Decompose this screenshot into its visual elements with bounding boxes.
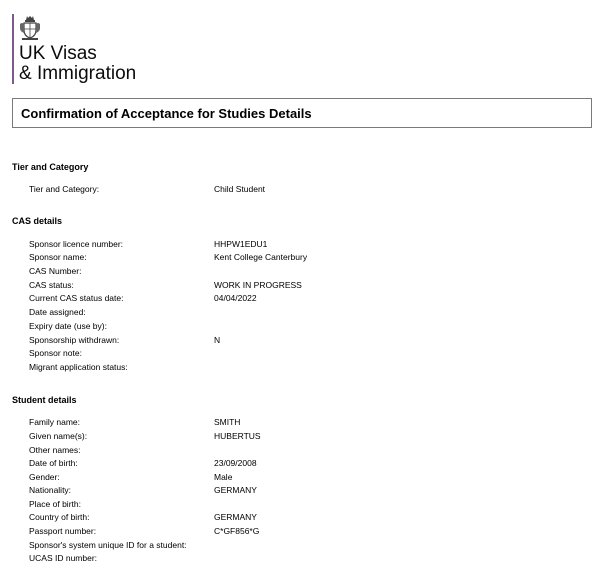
document-title: Confirmation of Acceptance for Studies Details xyxy=(21,106,312,121)
field-value: GERMANY xyxy=(214,512,257,522)
field-row xyxy=(0,458,597,471)
field-label: Other names: xyxy=(29,445,81,455)
field-value: Child Student xyxy=(214,184,266,194)
field-row xyxy=(0,526,597,539)
field-label: Gender: xyxy=(29,472,60,482)
field-value: 23/09/2008 xyxy=(214,458,257,468)
field-row xyxy=(0,485,597,498)
field-label: Date of birth: xyxy=(29,458,78,468)
royal-coat-of-arms-icon xyxy=(19,15,41,41)
field-label: Sponsor licence number: xyxy=(29,239,124,249)
field-value: WORK IN PROGRESS xyxy=(214,280,302,290)
field-label: Given name(s): xyxy=(29,431,88,441)
field-row xyxy=(0,335,597,348)
field-label: Tier and Category: xyxy=(29,184,100,194)
field-row xyxy=(0,417,597,430)
field-row xyxy=(0,184,597,197)
field-label: Family name: xyxy=(29,417,81,427)
field-row xyxy=(0,280,597,293)
field-row xyxy=(0,321,597,334)
field-row xyxy=(0,252,597,265)
field-value: Male xyxy=(214,472,233,482)
logo-text-line2: & Immigration xyxy=(19,63,137,84)
logo-text-line1: UK Visas xyxy=(19,43,97,64)
field-label: Expiry date (use by): xyxy=(29,321,107,331)
field-label: Sponsor's system unique ID for a student: xyxy=(29,540,187,550)
field-row xyxy=(0,307,597,320)
field-row xyxy=(0,445,597,458)
field-value: N xyxy=(214,335,221,345)
field-label: Sponsor note: xyxy=(29,348,82,358)
field-row xyxy=(0,540,597,553)
field-row xyxy=(0,499,597,512)
field-row xyxy=(0,431,597,444)
field-row xyxy=(0,348,597,361)
field-row xyxy=(0,266,597,279)
field-value: GERMANY xyxy=(214,485,257,495)
field-value: HUBERTUS xyxy=(214,431,261,441)
field-value: 04/04/2022 xyxy=(214,293,257,303)
field-label: CAS status: xyxy=(29,280,74,290)
section-heading-cas: CAS details xyxy=(12,216,63,226)
field-value: C*GF856*G xyxy=(214,526,260,536)
field-row xyxy=(0,293,597,306)
document-title-box xyxy=(12,98,592,128)
field-label: Place of birth: xyxy=(29,499,81,509)
field-label: Nationality: xyxy=(29,485,72,495)
field-value: HHPW1EDU1 xyxy=(214,239,268,249)
field-label: Sponsor name: xyxy=(29,252,87,262)
logo-accent-bar xyxy=(12,14,14,84)
field-row xyxy=(0,362,597,375)
field-row xyxy=(0,512,597,525)
field-label: Country of birth: xyxy=(29,512,90,522)
field-label: CAS Number: xyxy=(29,266,82,276)
field-label: Current CAS status date: xyxy=(29,293,124,303)
field-label: UCAS ID number: xyxy=(29,553,98,563)
section-heading-tier: Tier and Category xyxy=(12,162,89,172)
field-row xyxy=(0,239,597,252)
field-row xyxy=(0,472,597,485)
field-label: Sponsorship withdrawn: xyxy=(29,335,120,345)
field-label: Passport number: xyxy=(29,526,97,536)
field-row xyxy=(0,553,597,566)
field-label: Date assigned: xyxy=(29,307,86,317)
field-value: SMITH xyxy=(214,417,241,427)
section-heading-student: Student details xyxy=(12,395,77,405)
field-label: Migrant application status: xyxy=(29,362,128,372)
field-value: Kent College Canterbury xyxy=(214,252,308,262)
